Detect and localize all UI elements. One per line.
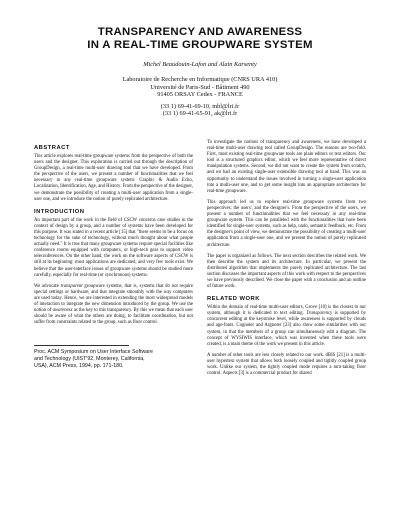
affiliation-lab: Laboratoire de Recherche en Informatique (CNRS URA 410) (122, 76, 278, 83)
right-paragraph-2: This approach led us to explore real-time groupware systems from two perspectives: the users', and the designer's. From the perspective of the users, we present a number of functionalities that we feel necessary in any real-time groupware system. This can be paralleled with the functionalities that have been identified for single-user systems, such as help, undo, semantic feedback, etc. From the designer's point of view, we demonstrate the possibility of creating a multi-user application from a single-user one, and we present the notion of purely replicated architecture. (207, 199, 366, 248)
related-p1-part-a: Within the domain of real-time multi-user editors, Grove [10] is the closest to our system, although it is dedicated to text editing. (207, 305, 366, 317)
affiliation-address: 91405 ORSAY Cedex - FRANCE (157, 91, 243, 99)
related-p1-emphasis-transparency: Transparency (306, 311, 333, 317)
two-column-body (34, 140, 366, 382)
abstract-text: This article explores real-time groupware systems from the perspective of both the users and the designer. This exploration is carried out through the description of GroupDesign, a real-time multi-user drawing tool that we have developed. From the perspective of the users, we present a number of functionalities that we feel necessary in any real-time groupware system: Graphic & Audio Echo, Localization, Identification, Age, and History. From the perspective of the designer, we demonstrate the possibility of creating a multi-user application from a single-user one, and we introduce the notion of purely replicated architecture. (34, 154, 193, 202)
intro-p2-part-e: as the key to this transparency. By this we mean that each user should be aware of what the others are doing, to facilitate coordination, but not suffer from constraints related to the group, such as floor control. (34, 308, 193, 326)
introduction-heading: INTRODUCTION (34, 208, 85, 215)
related-work-paragraph-2: A number of other tools are less closely related to our work. dBIS [21] is a multi-user hypertext system that allows both loosely coupled and tightly coupled group work. Unlike our system, the tightly coupled mode requires a turn-taking floor control. Aspects [3] is a commercial product for shared (207, 352, 366, 377)
related-work-heading: RELATED WORK (207, 296, 260, 303)
right-paragraph-3: The paper is organized as follows. The next section describes the related work. We then describe the system and its architecture. In particular, we present the distributed algorithm that implements the purely replicated architecture. The last section discusses the important aspects of this work with respect to the perspectives we have previously described. We close the paper with a conclusion and an outline of future work. (207, 253, 366, 290)
contact-line-1: (33 1) 69-41-69-10, mbl@lri.fr (160, 102, 240, 110)
intro-p2-part-c: groupware systems, that is, systems that do not require special settings or hardware, and that integrate smoothly with the way computers are used today. Hence, we are interested in extending the most widespread models of interaction to integrate the new dimension introduced by the group. We use the notion of (34, 283, 193, 314)
footnote-line-2: and Technology (UIST'92, Monterey, California, (34, 356, 145, 363)
footnote-line-3: USA), ACM Press, 1994, pp. 171-180. (34, 362, 124, 369)
left-column (34, 145, 193, 382)
related-work-paragraph-1 (207, 305, 366, 348)
right-paragraph-1: To investigate the notions of transparency and awareness, we have developed a real-time multi-user drawing tool called GroupDesign. The reasons are two-fold. First, most existing real-time groupware tools are plain editors or text editors. Our tool is a structured graphics editor, which we feel more representative of direct manipulation systems. Second, we did not want to create the system from scratch, and we had an existing single-user extensible drawing tool at hand. This was an opportunity to understand the issues involved in turning a single-user application into a multi-user one, and to get some insight into an appropriate architecture for real-time groupware. (207, 140, 366, 194)
right-column (207, 140, 366, 382)
footnote-line-1: Proc. ACM Symposium on User Interface Software (34, 349, 153, 356)
title-line-2: IN A REAL-TIME GROUPWARE SYSTEM (87, 38, 313, 51)
introduction-paragraph-1: An important part of the work in the field of CSCW concerns case studies in the context of design by a group, and a number of systems have been developed for this purpose. It was stated in a recent article [15] that "there seems to be a focus on technology for the sake of technology, without much thought about what people actually need." It is true that many groupware systems require special facilities like conference rooms equipped with computers, or high-tech gear to support video teleconferences. On the other hand, the work on the software aspects of CSCW is still at its beginning: most applications are dedicated, and very few tools exist. We believe that the user-interface issues of groupware systems should be studied more carefully, especially for real-time (or synchronous) systems. (34, 217, 193, 278)
footnote-rule (34, 345, 129, 346)
related-p1-part-c: is supported by concurrent editing at the keystroke level, while awareness is supported by clouds and age-fonts. Cognoter and Argnoter [23] also show some similarities with our system, in that the members of a group can simultaneously edit a diagram. The concept of WYSIWIS interface, which was invented when these tools were created, is a main theme of the work we present in this article. (207, 311, 366, 347)
contact-line-2: (33 1) 69-41-65-91, ak@lri.fr (162, 110, 238, 118)
introduction-paragraph-2 (34, 284, 193, 327)
publication-footnote (34, 349, 193, 369)
author-names: Michel Beaudouin-Lafon and Alain Karsenty (143, 61, 257, 68)
affiliation-university: Université de Paris-Sud - Bâtiment 490 (150, 83, 250, 91)
title-line-1: TRANSPARENCY AND AWARENESS (97, 26, 303, 38)
affiliation-block (34, 76, 366, 118)
intro-p2-emphasis-awareness: awareness (52, 308, 73, 314)
paper-title (34, 26, 366, 51)
abstract-heading: ABSTRACT (34, 145, 70, 151)
intro-p2-emphasis-transparent: transparent (60, 283, 83, 289)
intro-p2-part-a: We advocate (34, 283, 61, 289)
